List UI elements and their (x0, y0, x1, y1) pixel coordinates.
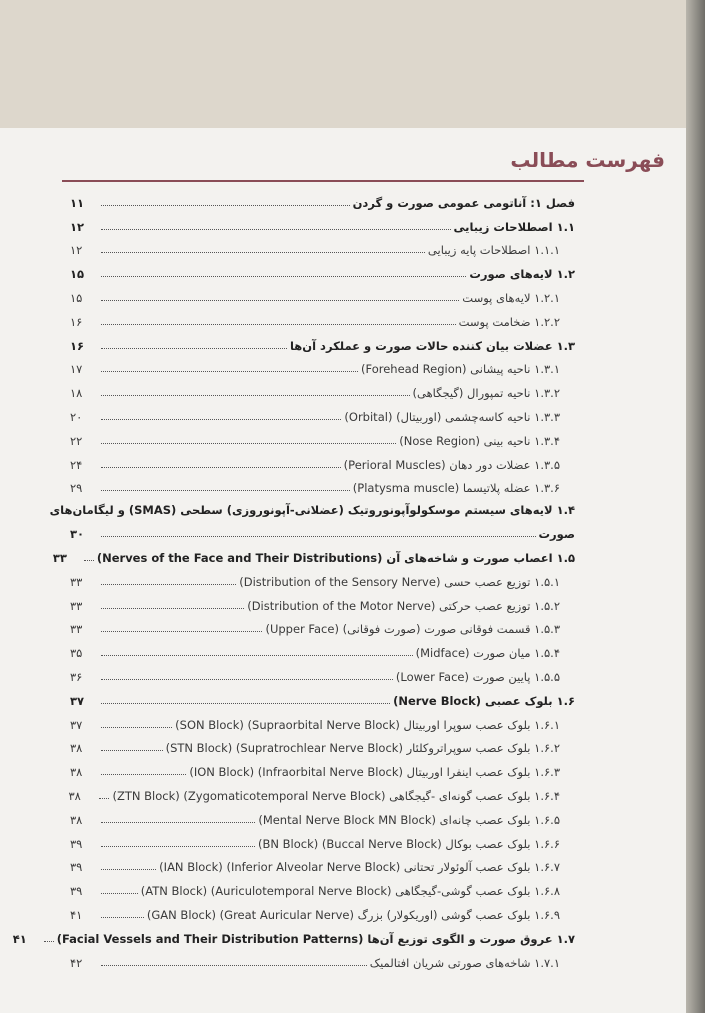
leader-dots (101, 276, 466, 277)
toc-entry (70, 613, 575, 637)
table-of-contents (12, 186, 575, 970)
page-number: ۴۲ (70, 955, 83, 970)
leader-dots (101, 631, 262, 632)
toc-entry-text: ۱.۷.۱ شاخه‌های صورتی شریان افتالمیک (369, 955, 560, 970)
toc-entry (70, 472, 575, 496)
toc-entry (70, 305, 575, 329)
toc-entry (52, 541, 575, 565)
toc-entry-text: ۱.۵.۵ پایین صورت (Lower Face) (395, 669, 560, 684)
leader-dots (101, 324, 456, 325)
leader-dots (101, 655, 413, 656)
leader-dots (101, 679, 393, 680)
leader-dots (101, 371, 358, 372)
page-number: ۱۶ (70, 338, 85, 353)
leader-dots (101, 348, 287, 349)
leader-dots (101, 229, 451, 230)
toc-entry (70, 400, 575, 424)
toc-entry-text: ۱.۲.۱ لایه‌های پوست (462, 290, 560, 305)
leader-dots (101, 965, 367, 966)
toc-entry (70, 636, 575, 660)
toc-entry-text: ۱.۶.۸ بلوک عصب گوشی-گیجگاهی (Auriculotemporal Nerve Block) (ATN Block) (140, 884, 560, 899)
page-number: ۳۳ (52, 550, 67, 565)
leader-dots (101, 419, 341, 420)
toc-entry-text: ۱.۷ عروق صورت و الگوی توزیع آن‌ها (Facial Vessels and Their Distribution Patterns) (56, 931, 575, 946)
title-rule (62, 180, 584, 182)
toc-entry (70, 257, 575, 281)
page-number: ۳۵ (70, 646, 83, 661)
toc-entry-text: ۱.۳ عضلات بیان کننده حالات صورت و عملکرد آن‌ها (289, 338, 575, 353)
toc-entry-text: ۱.۳.۱ ناحیه پیشانی (Forehead Region) (361, 362, 560, 377)
toc-entry-text: ۱.۶ بلوک عصبی (Nerve Block) (393, 693, 575, 708)
toc-entry (70, 803, 575, 827)
toc-entry-text: ۱.۳.۶ عضله پلاتیسما (Platysma muscle) (352, 481, 560, 496)
page-number: ۱۱ (70, 195, 85, 210)
toc-entry (70, 732, 575, 756)
toc-entry (70, 874, 575, 898)
toc-entry-text: ۱.۴ لایه‌های سیستم موسکولوآپونوروتیک (عضلانی-آپونوروزی) سطحی (SMAS) و لیگامان‌های (49, 503, 575, 518)
page-number: ۳۸ (68, 788, 81, 803)
page-number: ۲۴ (70, 457, 83, 472)
page-number: ۳۸ (70, 812, 83, 827)
toc-entry-text: ۱.۶.۶ بلوک عصب بوکال (Buccal Nerve Block) (BN Block) (258, 836, 560, 851)
leader-dots (101, 893, 138, 894)
page-number: ۳۸ (70, 765, 83, 780)
toc-entry (70, 565, 575, 589)
toc-entry-text: ۱.۶.۴ بلوک عصب گونه‌ای -گیجگاهی (Zygomaticotemporal Nerve Block) (ZTN Block) (112, 788, 560, 803)
toc-entry (70, 946, 575, 970)
toc-entry (70, 755, 575, 779)
toc-entry (70, 851, 575, 875)
page-number: ۳۳ (70, 598, 83, 613)
toc-entry-text: ۱.۳.۵ عضلات دور دهان (Perioral Muscles) (343, 457, 560, 472)
leader-dots (101, 608, 244, 609)
toc-entry (70, 827, 575, 851)
toc-entry-text: ۱.۶.۱ بلوک عصب سوپرا اوربیتال (Supraorbital Nerve Block) (SON Block) (175, 717, 560, 732)
page-number: ۳۸ (70, 741, 83, 756)
toc-entry-text: ۱.۶.۵ بلوک عصب چانه‌ای (Mental Nerve Block MN Block) (258, 812, 560, 827)
leader-dots (101, 869, 156, 870)
toc-entry-text: ۱.۵.۳ قسمت فوقانی صورت (صورت فوقانی) (Upper Face) (265, 622, 560, 637)
page-number: ۳۳ (70, 574, 83, 589)
leader-dots (101, 846, 255, 847)
page-edge (686, 0, 705, 1013)
leader-dots (101, 205, 350, 206)
page-number: ۳۳ (70, 622, 83, 637)
toc-entry (49, 495, 575, 518)
leader-dots (101, 536, 536, 537)
leader-dots (101, 727, 172, 728)
page-number: ۱۸ (70, 386, 83, 401)
page-number: ۳۹ (70, 836, 83, 851)
toc-entry (70, 376, 575, 400)
toc-entry-text: ۱.۵.۱ توزیع عصب حسی (Distribution of the Sensory Nerve) (239, 574, 560, 589)
toc-entry-text: ۱.۲.۲ ضخامت پوست (458, 314, 560, 329)
leader-dots (101, 750, 163, 751)
page-number: ۱۷ (70, 362, 83, 377)
page-number: ۱۵ (70, 290, 83, 305)
page-number: ۲۰ (70, 409, 83, 424)
toc-entry-text: ۱.۳.۳ ناحیه کاسه‌چشمی (اوربیتال) (Orbital) (344, 409, 560, 424)
page-title: فهرست مطالب (510, 148, 665, 172)
toc-entry (70, 898, 575, 922)
toc-entry (70, 353, 575, 377)
toc-entry (70, 210, 575, 234)
toc-entry (70, 708, 575, 732)
toc-entry-text: ۱.۱.۱ اصطلاحات پایه زیبایی (427, 243, 560, 258)
leader-dots (101, 395, 410, 396)
toc-entry-text: ۱.۶.۹ بلوک عصب گوشی (اوریکولار) بزرگ (Great Auricular Nerve) (GAN Block) (146, 907, 560, 922)
leader-dots (44, 941, 54, 942)
page-number: ۴۱ (12, 931, 27, 946)
toc-entry-text: ۱.۳.۴ ناحیه بینی (Nose Region) (399, 433, 560, 448)
toc-entry-text: فصل ۱: آناتومی عمومی صورت و گردن (352, 195, 575, 210)
page-number: ۳۷ (70, 717, 83, 732)
leader-dots (99, 798, 109, 799)
page-number: ۲۹ (70, 481, 83, 496)
toc-entry (70, 684, 575, 708)
page-number: ۲۲ (70, 433, 83, 448)
page-number: ۳۰ (70, 527, 85, 542)
leader-dots (101, 252, 425, 253)
leader-dots (101, 822, 255, 823)
toc-entry-text: ۱.۶.۲ بلوک عصب سوپراتروکلئار (Supratrochlear Nerve Block) (STN Block) (165, 741, 560, 756)
toc-entry (12, 922, 575, 946)
page-number: ۱۵ (70, 267, 85, 282)
page-number: ۱۶ (70, 314, 83, 329)
toc-entry (70, 281, 575, 305)
toc-entry-text: ۱.۵.۴ میان صورت (Midface) (415, 646, 560, 661)
toc-entry (70, 660, 575, 684)
leader-dots (101, 467, 341, 468)
toc-entry (70, 517, 575, 541)
leader-dots (101, 703, 390, 704)
leader-dots (101, 300, 459, 301)
toc-entry-text: ۱.۶.۳ بلوک عصب اینفرا اوربیتال (Infraorbital Nerve Block) (ION Block) (189, 765, 560, 780)
page-number: ۱۲ (70, 219, 85, 234)
toc-entry (70, 589, 575, 613)
leader-dots (101, 584, 236, 585)
page-number: ۳۹ (70, 884, 83, 899)
leader-dots (101, 774, 186, 775)
page-number: ۳۷ (70, 693, 85, 708)
toc-entry-text: ۱.۱ اصطلاحات زیبایی (453, 219, 575, 234)
toc-entry-text: ۱.۶.۷ بلوک عصب آلوئولار تحتانی (Inferior Alveolar Nerve Block) (IAN Block) (159, 860, 560, 875)
toc-entry (70, 424, 575, 448)
leader-dots (101, 917, 144, 918)
toc-entry (70, 186, 575, 210)
page-number: ۳۹ (70, 860, 83, 875)
leader-dots (101, 443, 396, 444)
toc-entry-text: صورت (538, 527, 575, 542)
leader-dots (84, 560, 94, 561)
toc-entry-text: ۱.۵ اعصاب صورت و شاخه‌های آن (Nerves of the Face and Their Distributions) (96, 550, 575, 565)
toc-entry-text: ۱.۵.۲ توزیع عصب حرکتی (Distribution of the Motor Nerve) (247, 598, 560, 613)
toc-entry (70, 779, 575, 803)
toc-entry (70, 329, 575, 353)
leader-dots (101, 490, 350, 491)
toc-entry-text: ۱.۲ لایه‌های صورت (469, 267, 575, 282)
page-number: ۴۱ (70, 907, 83, 922)
page-number: ۱۲ (70, 243, 83, 258)
toc-entry (70, 448, 575, 472)
page-number: ۳۶ (70, 669, 83, 684)
background-band (0, 0, 705, 128)
toc-entry (70, 234, 575, 258)
toc-entry-text: ۱.۳.۲ ناحیه تمپورال (گیجگاهی) (412, 386, 560, 401)
